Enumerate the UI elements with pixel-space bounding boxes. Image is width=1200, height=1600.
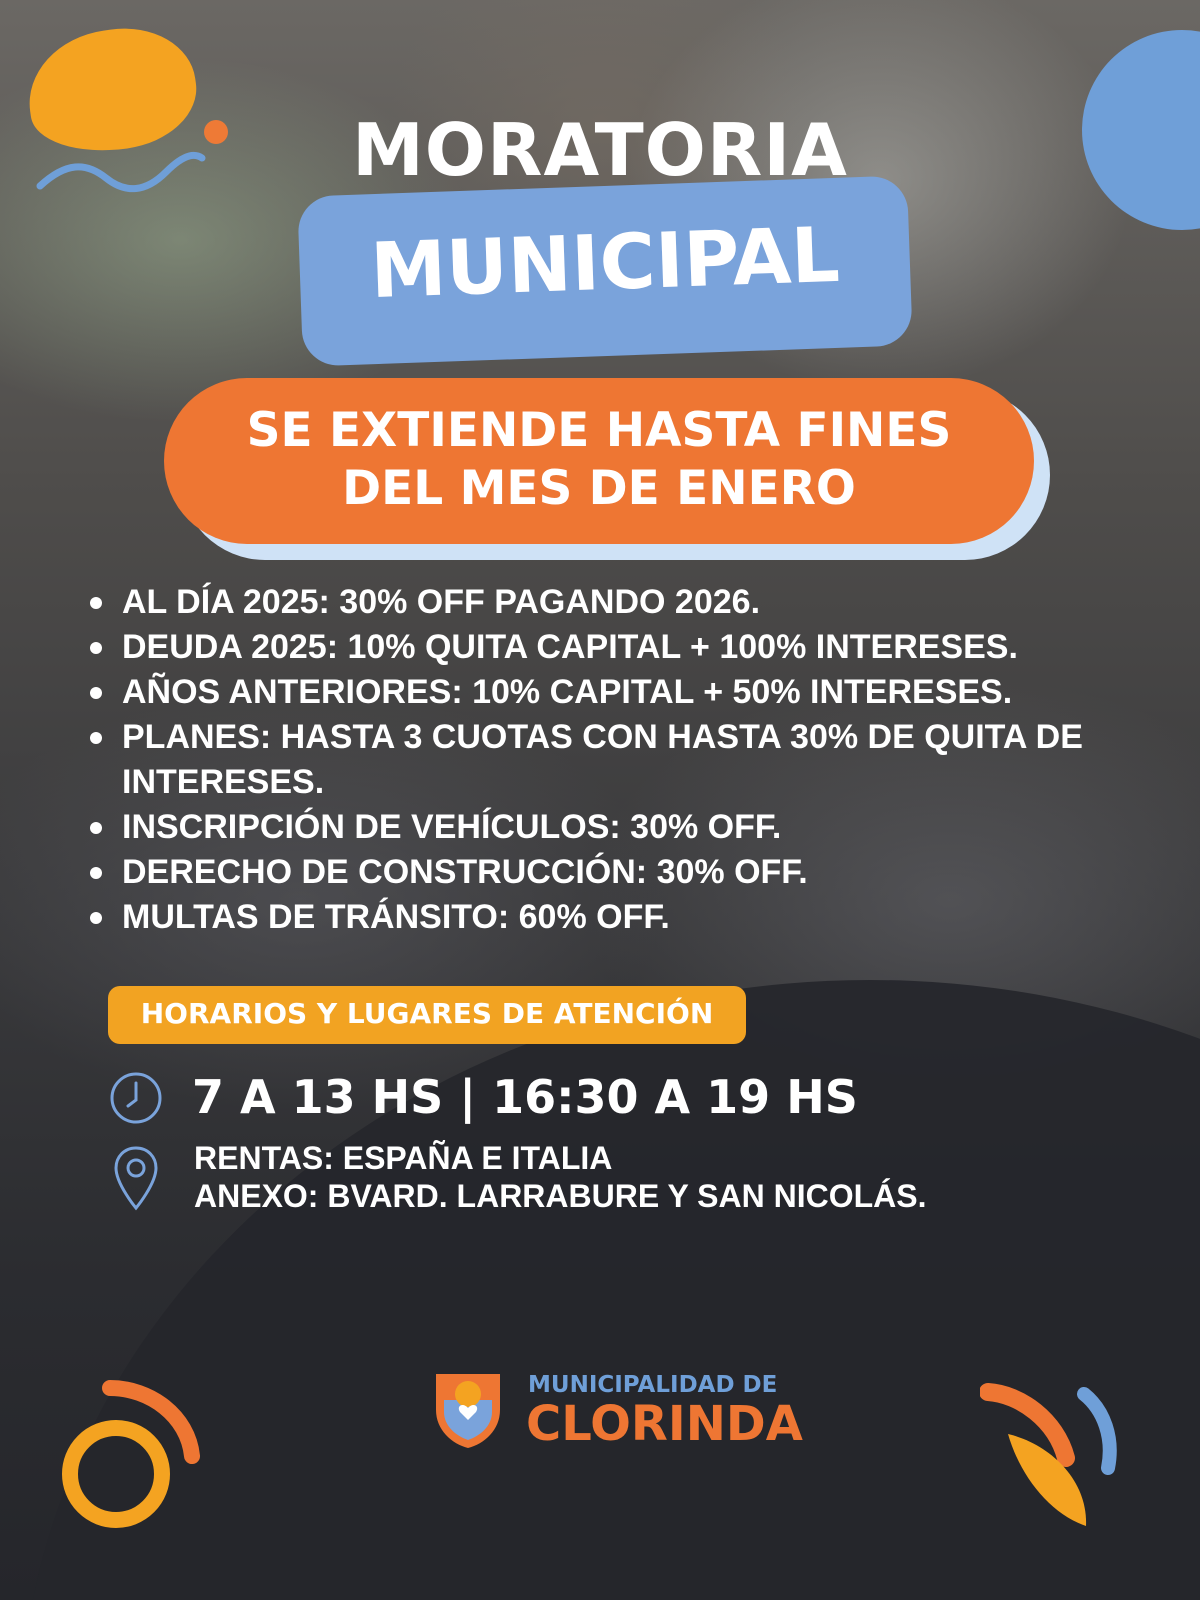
yellow-ring-decoration [62,1420,170,1528]
logo-text-clorinda: CLORINDA [526,1396,803,1452]
benefit-item: PLANES: HASTA 3 CUOTAS CON HASTA 30% DE QUITA DE INTERESES. [86,715,1176,805]
location-rentas: RENTAS: ESPAÑA E ITALIA [194,1140,613,1176]
attention-hours: 7 A 13 HS | 16:30 A 19 HS [192,1070,858,1124]
benefit-item: INSCRIPCIÓN DE VEHÍCULOS: 30% OFF. [86,805,1176,850]
extension-text [164,402,1034,518]
benefit-item: AL DÍA 2025: 30% OFF PAGANDO 2026. [86,580,1176,625]
extension-line-1: SE EXTIENDE HASTA FINES [246,403,952,458]
logo-text-municipalidad: MUNICIPALIDAD DE [528,1372,778,1398]
location-anexo: ANEXO: BVARD. LARRABURE Y SAN NICOLÁS. [194,1178,927,1214]
municipality-shield-logo-icon [430,1366,506,1450]
title-municipal: MUNICIPAL [368,209,842,316]
benefit-item: DEUDA 2025: 10% QUITA CAPITAL + 100% INTERESES. [86,625,1176,670]
benefit-item: AÑOS ANTERIORES: 10% CAPITAL + 50% INTERESES. [86,670,1176,715]
title-moratoria: MORATORIA [352,108,848,192]
map-pin-icon [112,1144,160,1214]
attention-label: HORARIOS Y LUGARES DE ATENCIÓN [140,997,714,1030]
extension-line-2: DEL MES DE ENERO [342,461,856,516]
benefits-list [86,580,1176,940]
bottom-right-shapes-decoration [980,1380,1140,1540]
benefit-item: DERECHO DE CONSTRUCCIÓN: 30% OFF. [86,850,1176,895]
clock-icon [108,1070,164,1126]
benefit-item: MULTAS DE TRÁNSITO: 60% OFF. [86,895,1176,940]
